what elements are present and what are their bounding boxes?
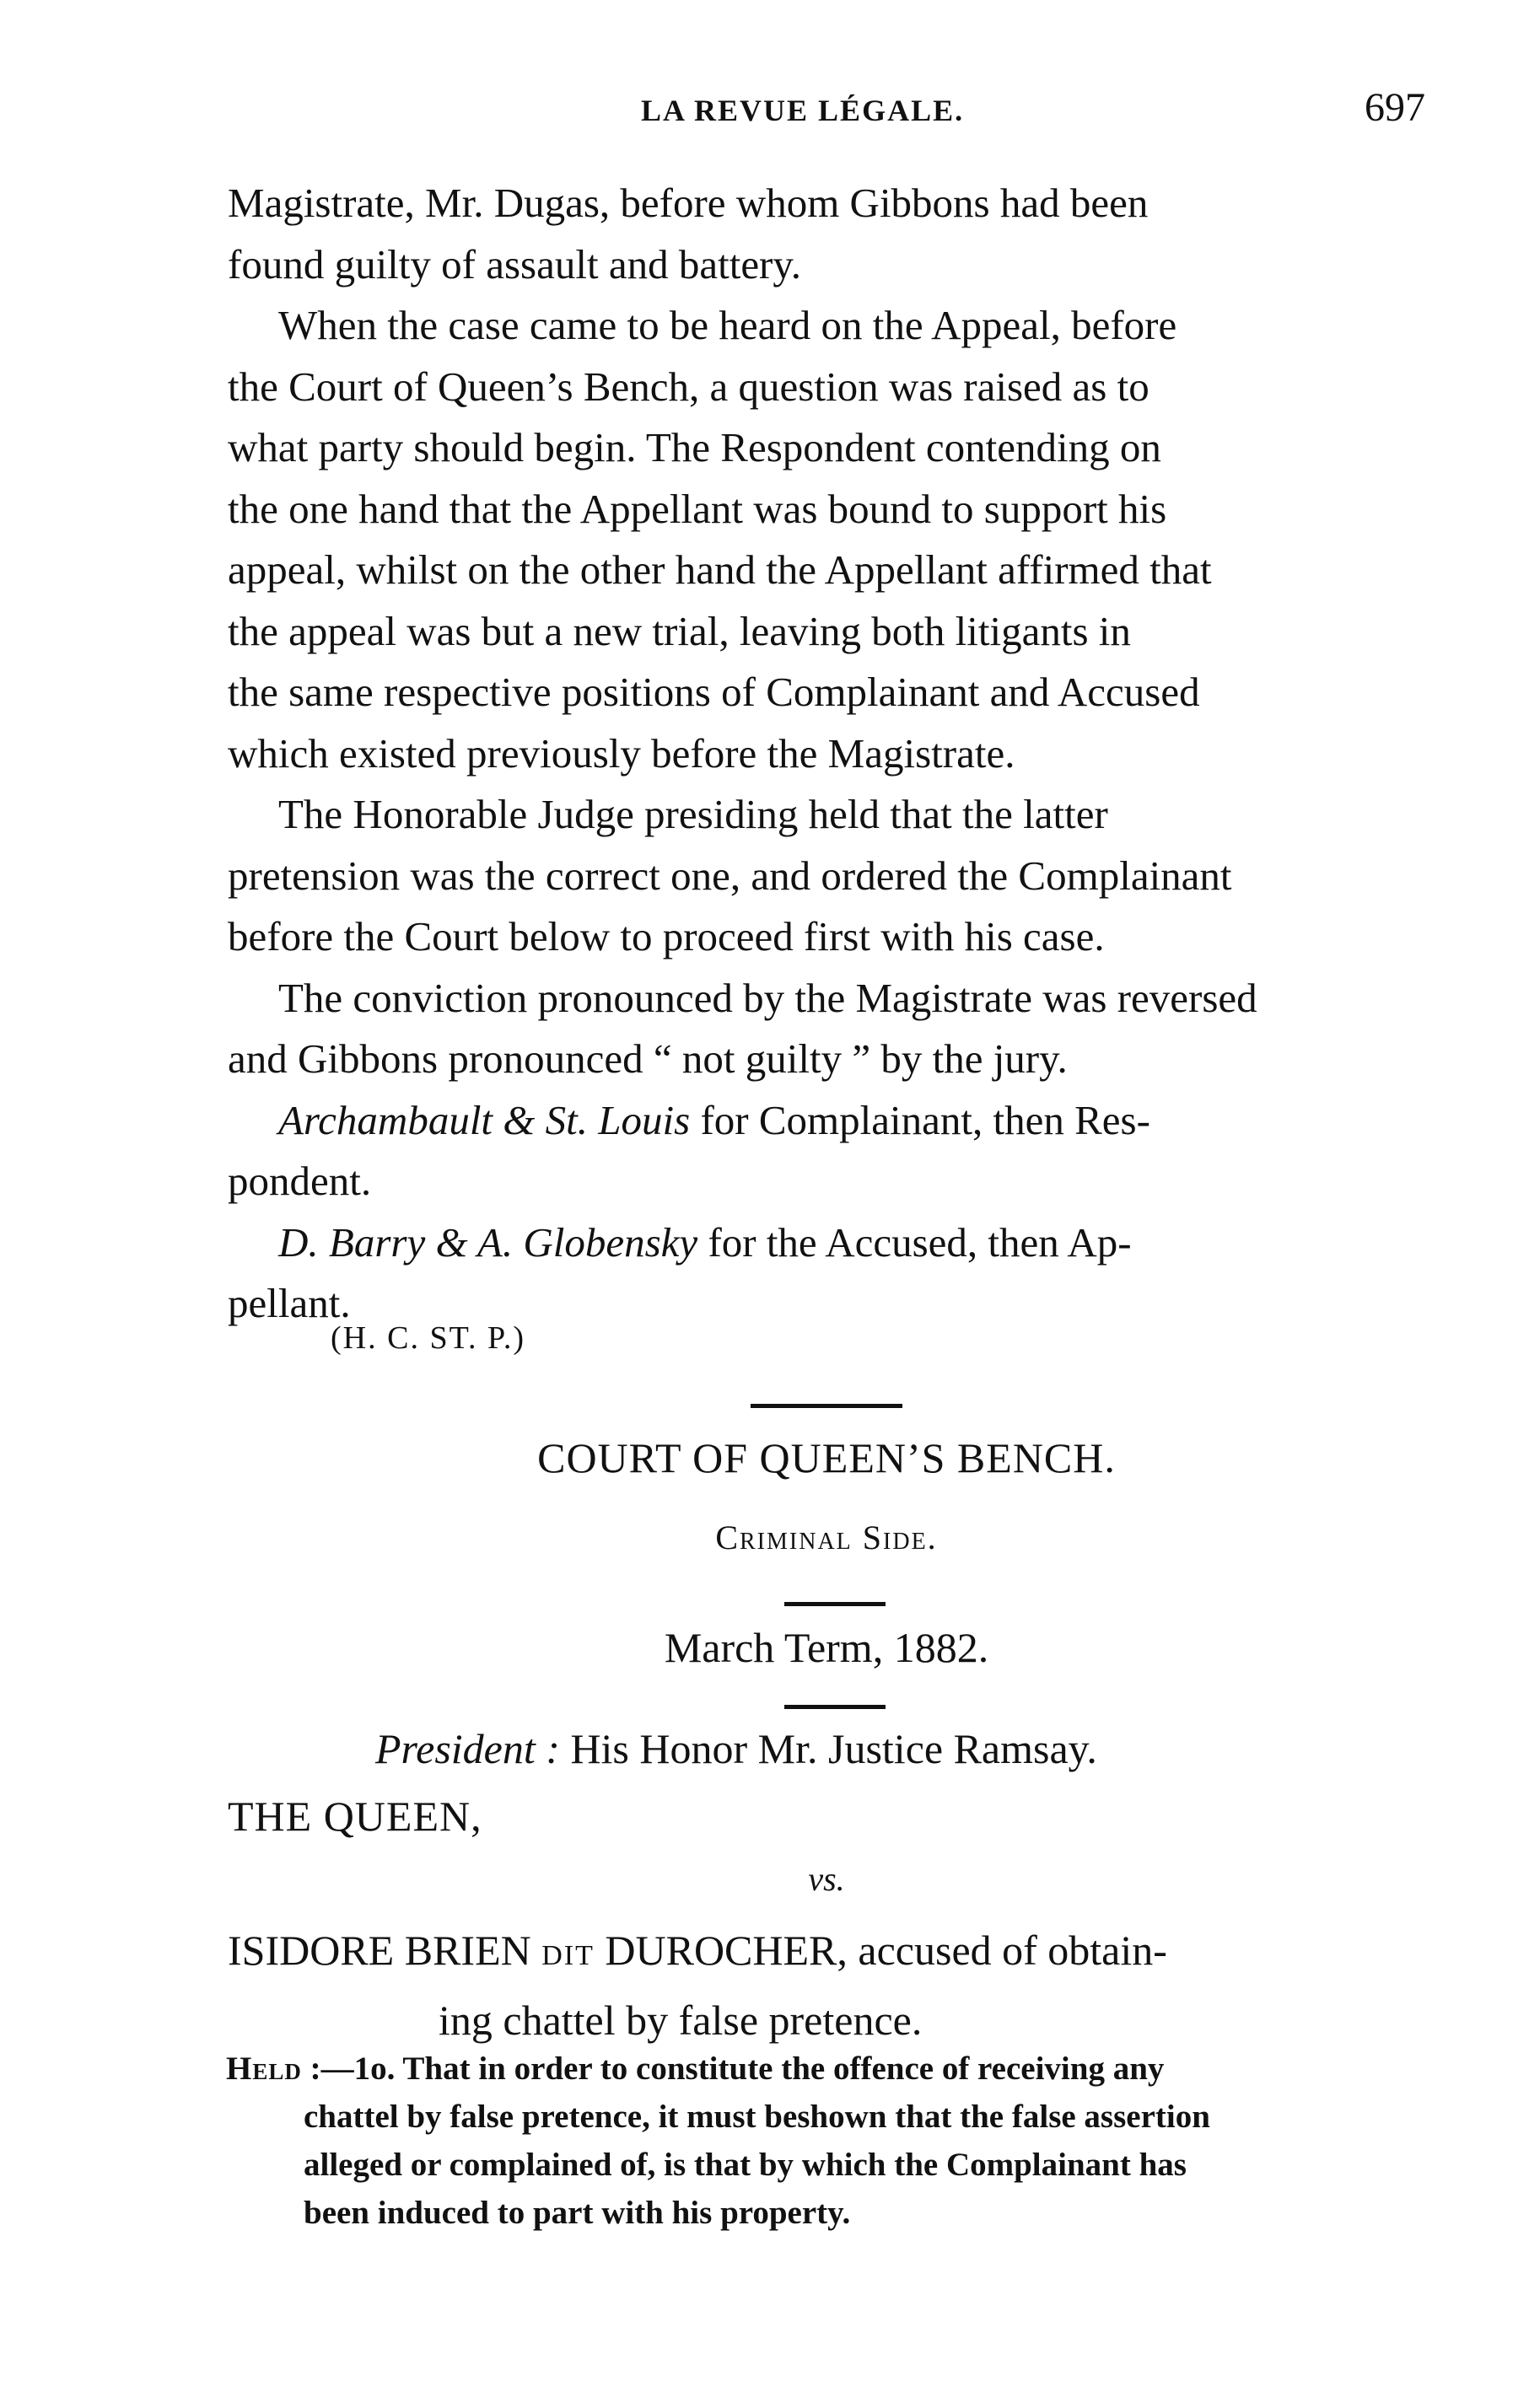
counsel-complainant [228, 1090, 1425, 1212]
text-line: for the Accused, then Ap- [697, 1218, 1132, 1266]
accused-name: ISIDORE BRIEN [228, 1927, 542, 1974]
divider-rule [784, 1602, 886, 1606]
text-line: pellant. [228, 1280, 351, 1326]
charge-text-continued: ing chattel by false pretence. [439, 1997, 923, 2044]
president-name: His Honor Mr. Justice Ramsay. [559, 1725, 1097, 1772]
court-title: COURT OF QUEEN’S BENCH. [537, 1434, 1116, 1481]
text-line: the one hand that the Appellant was bound to support his [228, 485, 1167, 532]
text-line: the Court of Queen’s Bench, a question was raised as to [228, 363, 1149, 410]
paragraph-appeal [228, 295, 1425, 784]
body-text [228, 173, 1425, 1335]
party-plaintiff: THE QUEEN, [228, 1793, 482, 1840]
counsel-firm-name: Archambault & St. Louis [278, 1096, 691, 1143]
paragraph-conviction-reversed [228, 968, 1425, 1090]
held-text: been induced to part with his property. [304, 2195, 851, 2231]
held-label: Held [226, 2051, 302, 2087]
president-label: President : [375, 1725, 560, 1772]
page-number: 697 [1365, 85, 1425, 130]
text-line: appeal, whilst on the other hand the Appellant affirmed that [228, 546, 1212, 593]
held-text: alleged or complained of, is that by which the Complainant has [304, 2147, 1187, 2183]
charge-text: accused of obtain- [847, 1927, 1167, 1974]
counsel-firm-name: D. Barry & A. Globensky [278, 1218, 698, 1266]
court-side: Criminal Side. [715, 1518, 938, 1556]
held-text: chattel by false pretence, it must beshown that the false assertion [304, 2099, 1210, 2135]
text-line: The Honorable Judge presiding held that the latter [278, 791, 1108, 837]
text-line: When the case came to be heard on the Appeal, before [278, 302, 1177, 348]
divider-rule [784, 1705, 886, 1709]
text-line: the appeal was but a new trial, leaving both litigants in [228, 607, 1131, 654]
party-accused [228, 1918, 1425, 2052]
section-divider [751, 1404, 902, 1408]
headnote-held [226, 2045, 1424, 2237]
versus: vs. [808, 1860, 845, 1898]
counsel-accused [228, 1212, 1425, 1335]
text-line: pondent. [228, 1158, 372, 1204]
reporter-initials: (H. C. ST. P.) [331, 1320, 526, 1356]
paragraph-continuation [228, 173, 1425, 295]
text-line: for Complainant, then Res- [690, 1096, 1150, 1143]
text-line: found guilty of assault and battery. [228, 240, 801, 288]
paragraph-judge-ruling [228, 784, 1425, 968]
text-line: Magistrate, Mr. Dugas, before whom Gibbons had been [228, 180, 1149, 226]
text-line: which existed previously before the Magistrate. [228, 729, 1015, 777]
text-line: before the Court below to proceed first with his case. [228, 913, 1105, 959]
accused-dit: DIT [541, 1940, 595, 1971]
text-line: what party should begin. The Respondent contending on [228, 424, 1161, 470]
page-header [228, 84, 1425, 135]
text-line: the same respective positions of Complainant and Accused [228, 669, 1200, 715]
held-text: :—1o. That in order to constitute the offence of receiving any [301, 2051, 1165, 2087]
text-line: and Gibbons pronounced “ not guilty ” by the jury. [228, 1035, 1068, 1082]
text-line: pretension was the correct one, and ordered the Complainant [228, 852, 1232, 899]
text-line: The conviction pronounced by the Magistrate was reversed [278, 974, 1257, 1021]
court-term: March Term, 1882. [664, 1624, 989, 1671]
president-line [375, 1724, 1097, 1773]
accused-surname: DUROCHER, [594, 1927, 848, 1974]
running-title: LA REVUE LÉGALE. [641, 94, 965, 127]
